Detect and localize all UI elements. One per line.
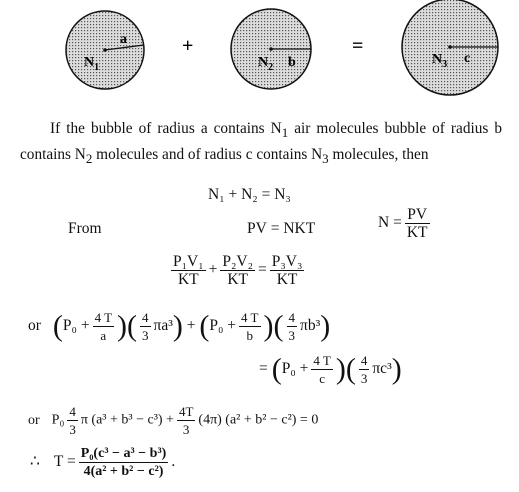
bubble-3-molecules-label: $N_3$ — [432, 52, 448, 70]
explanation-paragraph: If the bubble of radius a contains $N_1$ air molecules bubble of radius b contains $N_2$ molecules and of radius c contains $N_3$ molecules, then — [20, 120, 502, 167]
equation-gas-law: PV = NKT — [247, 220, 316, 237]
bubble-3-radius-label: c — [464, 51, 471, 66]
from-label: From — [68, 220, 102, 237]
equation-n: N = $\frac{PV}{KT}$ — [378, 206, 428, 241]
equation-simplified: or P₀ $\frac{4}{3}$ π (a³ + b³ − c³) + $\frac{4T}{3}$ (4π) (a² + b² − c²) = 0 — [28, 404, 319, 437]
equation-expanded-lhs: or (P₀ + $\frac{4 T}{a}$ )( $\frac{4}{3}$ πa³) + (P₀ + $\frac{4 T}{b}$ )( $\frac{4}{3}$ πb³) — [28, 309, 331, 343]
plus-operator: + — [182, 35, 194, 57]
bubble-2 — [231, 9, 311, 89]
bubble-3 — [402, 0, 498, 95]
equals-operator: = — [352, 35, 364, 57]
equation-expanded-rhs: = (P₀ + $\frac{4 T}{c}$ )( $\frac{4}{3}$ πc³) — [259, 352, 402, 386]
bubble-2-radius-label: b — [288, 55, 296, 70]
bubble-2-molecules-label: $N_2$ — [258, 55, 274, 73]
bubble-1 — [66, 11, 144, 89]
equation-pv-sum: $\frac{\text{P₁V₁}}{KT}$ + $\frac{\text{P₂V₂}}{KT}$ = $\frac{\text{P₃V₃}}{KT}$ — [173, 253, 303, 288]
bubbles-figure — [0, 0, 519, 110]
equation-result: ∴ T = $\frac{\text{P₀(c³ − a³ − b³)}}{\text{4(a² + b² − c²)}}$ . — [30, 446, 176, 479]
bubble-1-molecules-label: $N_1$ — [84, 55, 100, 73]
bubble-1-radius-label: a — [120, 32, 127, 47]
equation-conservation: N₁ + N₂ = N₃ — [208, 186, 291, 203]
